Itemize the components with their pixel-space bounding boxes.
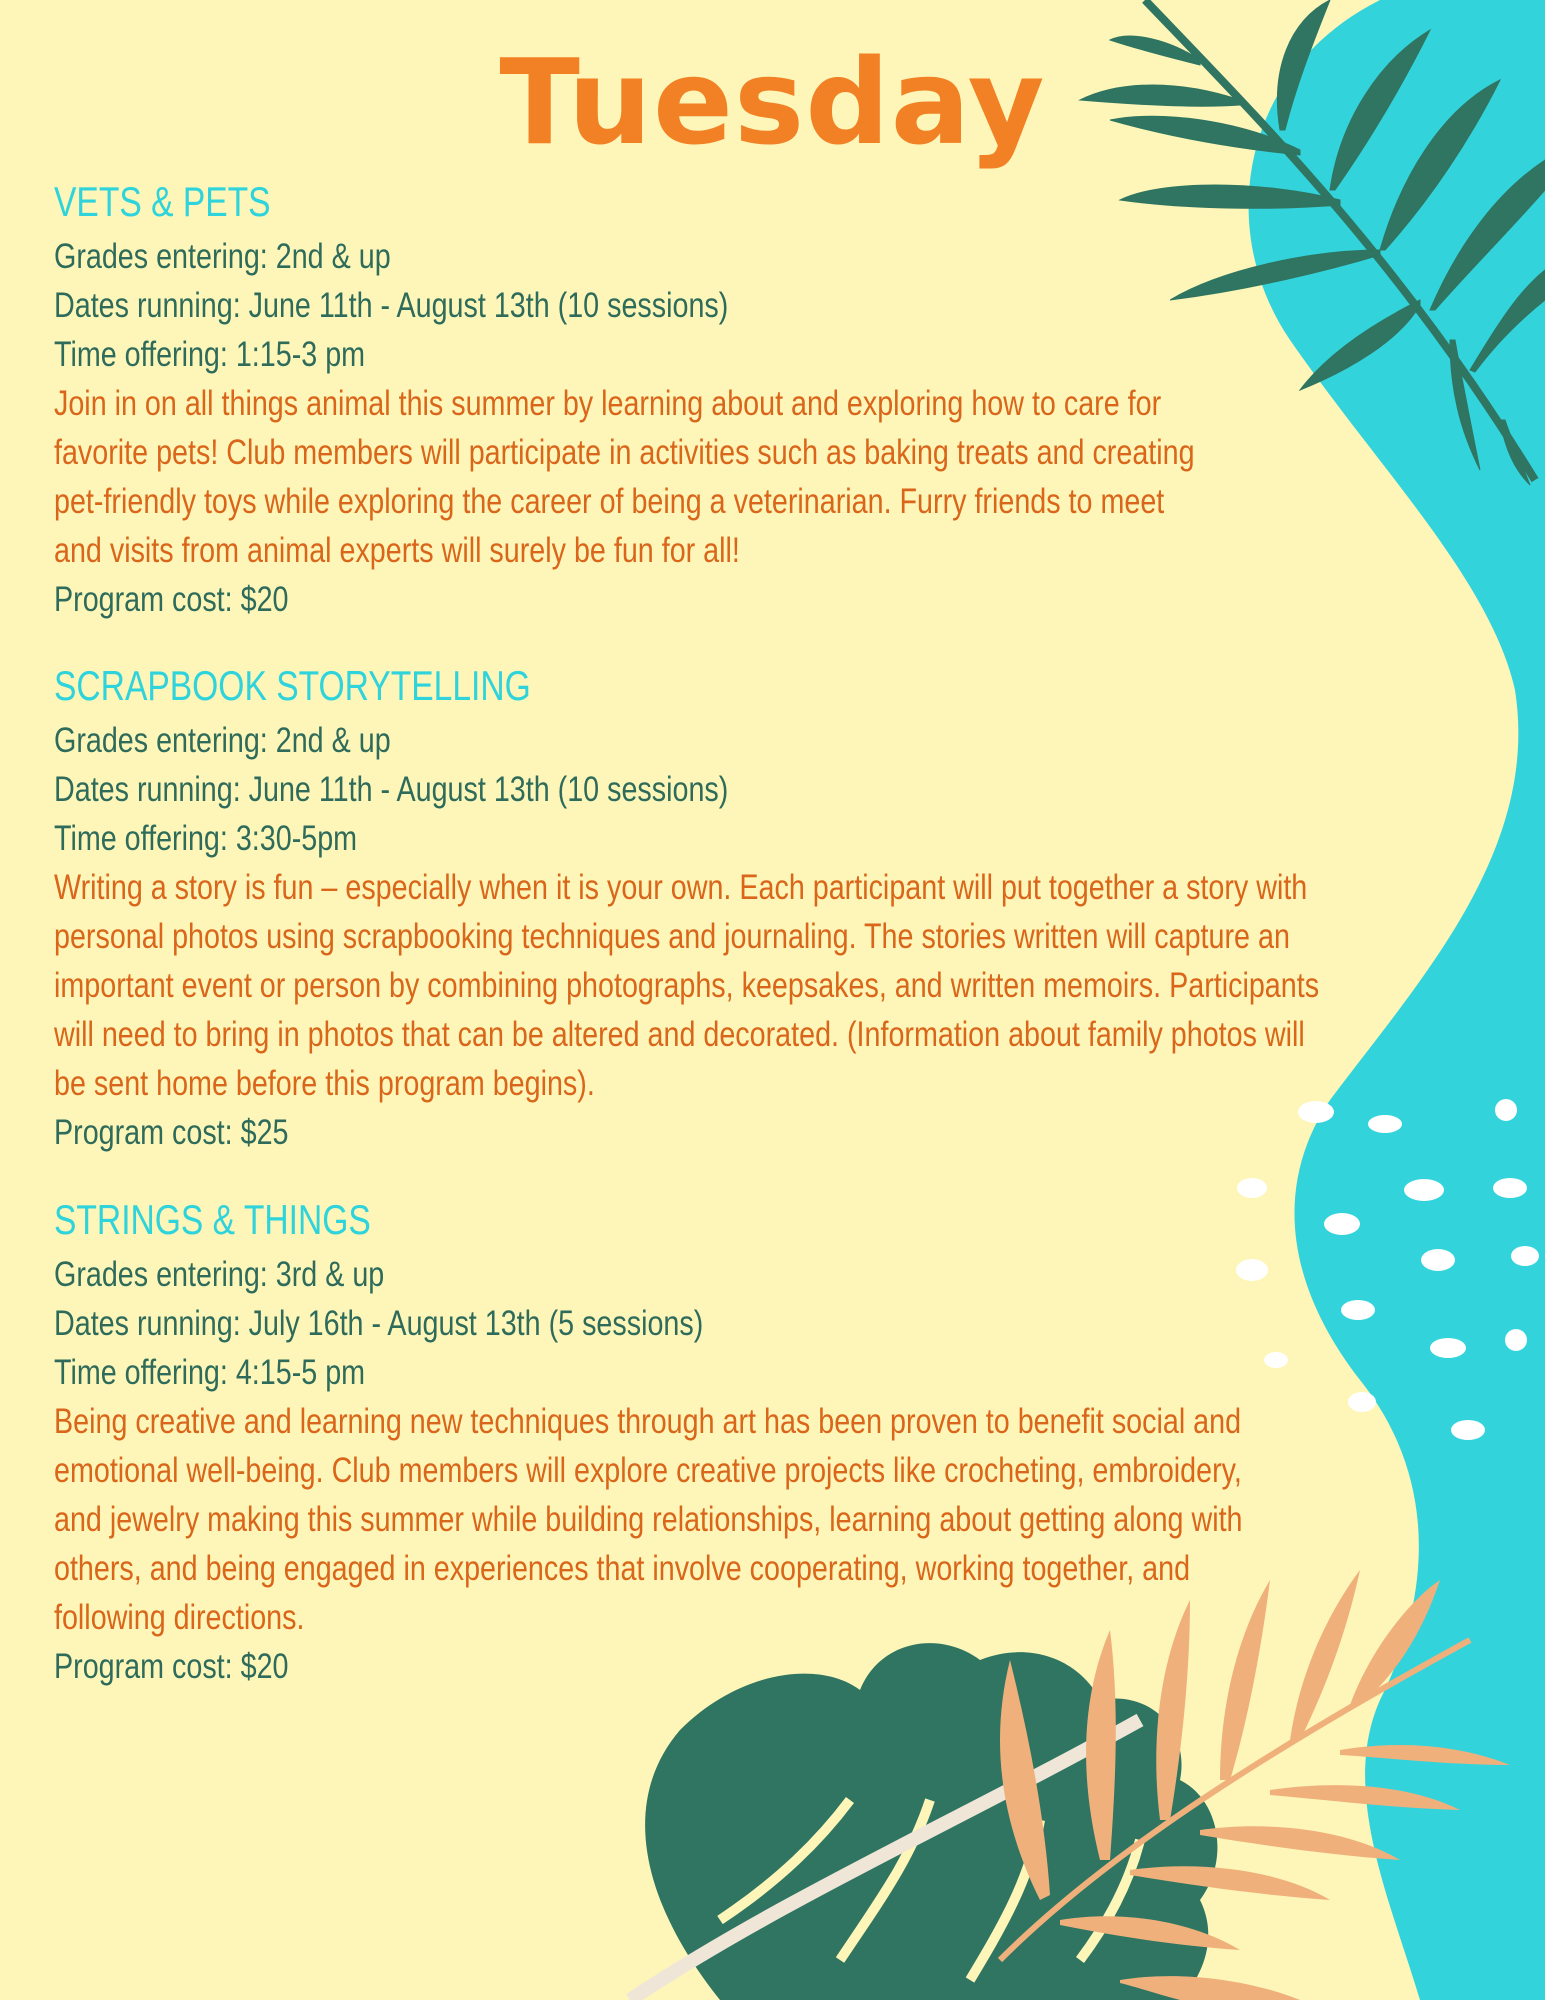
description-line: and visits from animal experts will surely be fun for all! bbox=[54, 531, 740, 571]
dates-running: Dates running: July 16th - August 13th (5 sessions) bbox=[54, 1304, 704, 1344]
time-offering: Time offering: 4:15-5 pm bbox=[54, 1353, 366, 1393]
description-line: important event or person by combining photographs, keepsakes, and written memoirs. Participants bbox=[54, 966, 1320, 1006]
description-line: Being creative and learning new techniques through art has been proven to benefit social and bbox=[54, 1402, 1242, 1442]
program-heading: VETS & PETS bbox=[54, 178, 271, 225]
dates-running: Dates running: June 11th - August 13th (10 sessions) bbox=[54, 770, 729, 810]
description-line: others, and being engaged in experiences that involve cooperating, working together, and bbox=[54, 1549, 1191, 1589]
program-strings-things bbox=[54, 1196, 1514, 1691]
program-heading: STRINGS & THINGS bbox=[54, 1196, 371, 1243]
grades-entering: Grades entering: 3rd & up bbox=[54, 1255, 385, 1295]
grades-entering: Grades entering: 2nd & up bbox=[54, 237, 391, 277]
program-vets-pets bbox=[54, 178, 1514, 624]
description-line: following directions. bbox=[54, 1598, 305, 1638]
description-line: Writing a story is fun – especially when it is your own. Each participant will put together a story with bbox=[54, 868, 1308, 908]
program-scrapbook-storytelling bbox=[54, 662, 1514, 1157]
program-cost: Program cost: $20 bbox=[54, 580, 289, 620]
description-line: will need to bring in photos that can be altered and decorated. (Information about family photos will bbox=[54, 1015, 1305, 1055]
page-title: Tuesday bbox=[499, 33, 1046, 171]
program-cost: Program cost: $20 bbox=[54, 1647, 289, 1687]
description-line: favorite pets! Club members will participate in activities such as baking treats and creating bbox=[54, 433, 1195, 473]
description-line: be sent home before this program begins). bbox=[54, 1064, 595, 1104]
time-offering: Time offering: 3:30-5pm bbox=[54, 819, 358, 859]
program-heading: SCRAPBOOK STORYTELLING bbox=[54, 662, 531, 709]
description-line: emotional well-being. Club members will explore creative projects like crocheting, embroidery, bbox=[54, 1451, 1242, 1491]
program-cost: Program cost: $25 bbox=[54, 1113, 289, 1153]
dates-running: Dates running: June 11th - August 13th (10 sessions) bbox=[54, 286, 729, 326]
grades-entering: Grades entering: 2nd & up bbox=[54, 721, 391, 761]
time-offering: Time offering: 1:15-3 pm bbox=[54, 335, 366, 375]
description-line: Join in on all things animal this summer by learning about and exploring how to care for bbox=[54, 384, 1162, 424]
description-line: and jewelry making this summer while building relationships, learning about getting along with bbox=[54, 1500, 1243, 1540]
description-line: personal photos using scrapbooking techniques and journaling. The stories written will capture an bbox=[54, 917, 1290, 957]
description-line: pet-friendly toys while exploring the career of being a veterinarian. Furry friends to meet bbox=[54, 482, 1165, 522]
